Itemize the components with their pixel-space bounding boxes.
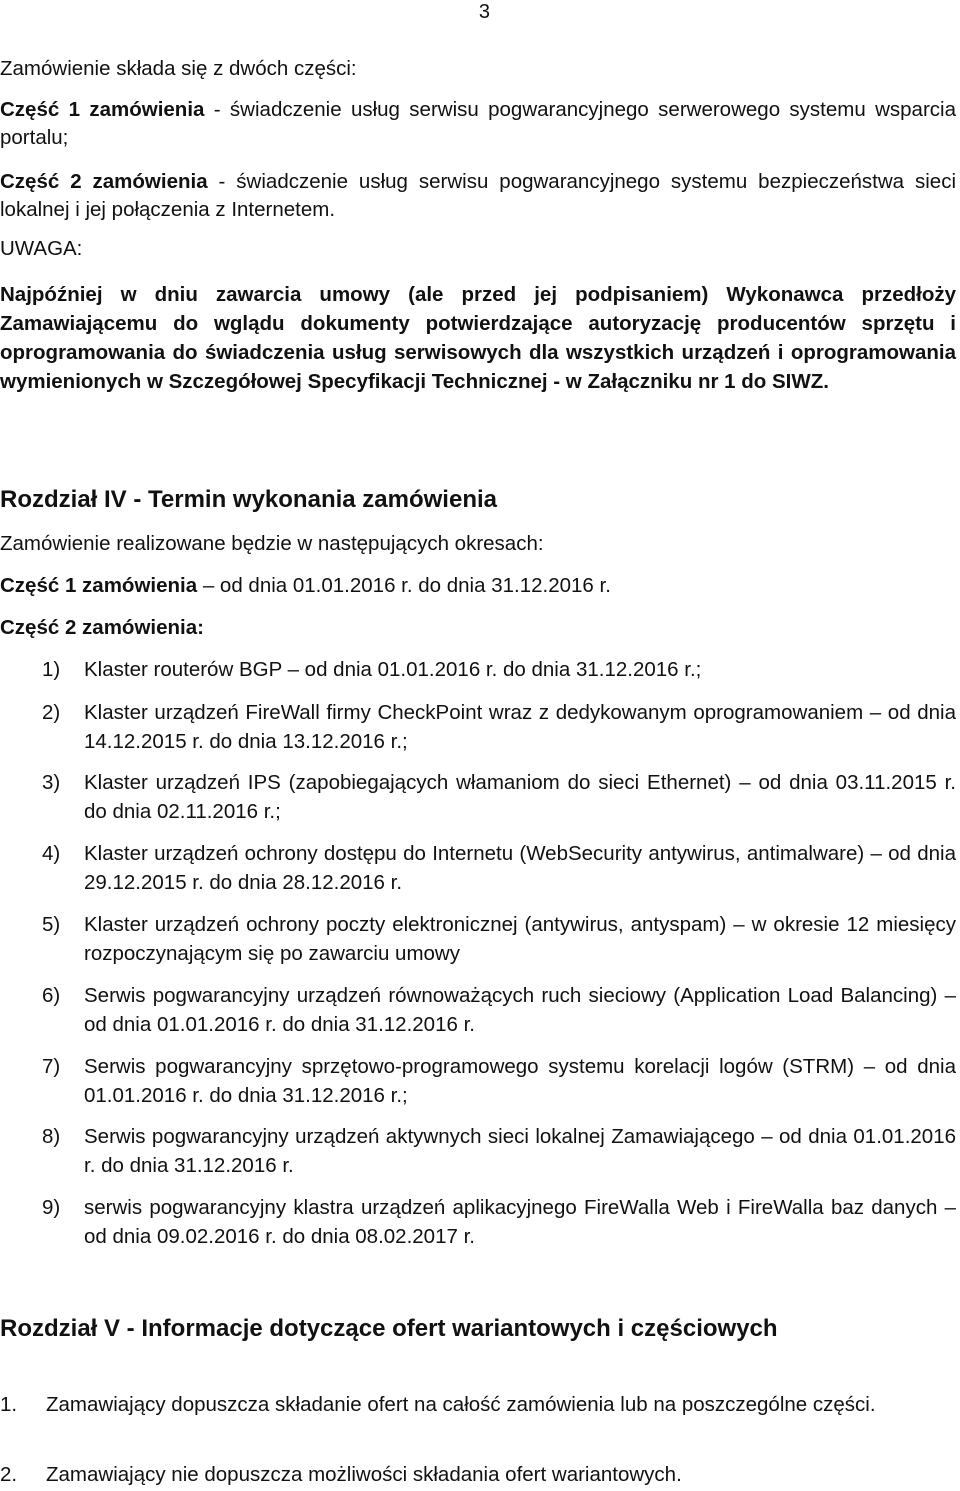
list-item-number: 6)	[42, 984, 61, 1007]
list-item-number: 7)	[42, 1055, 61, 1078]
list-item-number: 1.	[0, 1393, 18, 1416]
section4-part2-label: Część 2 zamówienia:	[0, 616, 204, 639]
intro-part1-text: - świadczenie usług serwisu pogwarancyjnego serwerowego systemu wsparcia portalu;	[0, 98, 956, 149]
list-item-text: Klaster routerów BGP – od dnia 01.01.2016 r. do dnia 31.12.2016 r.;	[84, 658, 702, 681]
list-item-number: 2.	[0, 1463, 18, 1486]
list-item-text: serwis pogwarancyjny klastra urządzeń aplikacyjnego FireWalla Web i FireWalla baz danych – od dnia 09.02.2016 r. do dnia 08.02.2017 r.	[84, 1196, 956, 1248]
section4-heading: Rozdział IV - Termin wykonania zamówienia	[0, 486, 497, 513]
list-item-text: Serwis pogwarancyjny urządzeń aktywnych sieci lokalnej Zamawiającego – od dnia 01.01.2016 r. do dnia 31.12.2016 r.	[84, 1125, 956, 1177]
list-item-text: Klaster urządzeń IPS (zapobiegających włamaniom do sieci Ethernet) – od dnia 03.11.2015 r. do dnia 02.11.2016 r.;	[84, 771, 956, 823]
intro-part2-label: Część 2 zamówienia	[0, 170, 208, 193]
intro-part1-label: Część 1 zamówienia	[0, 98, 205, 121]
section5-heading: Rozdział V - Informacje dotyczące ofert wariantowych i częściowych	[0, 1315, 778, 1342]
list-item-text: Serwis pogwarancyjny urządzeń równoważących ruch sieciowy (Application Load Balancing) – od dnia 01.01.2016 r. do dnia 31.12.2016 r.	[84, 984, 956, 1036]
uwaga-label: UWAGA:	[0, 237, 83, 260]
list-item-number: 3)	[42, 771, 61, 794]
section4-part1-text: – od dnia 01.01.2016 r. do dnia 31.12.2016 r.	[197, 574, 611, 597]
list-item-number: 5)	[42, 913, 61, 936]
list-item-text: Serwis pogwarancyjny sprzętowo-programowego systemu korelacji logów (STRM) – od dnia 01.01.2016 r. do dnia 31.12.2016 r.;	[84, 1055, 956, 1107]
section4-part1-label: Część 1 zamówienia	[0, 574, 198, 597]
list-item-text: Klaster urządzeń ochrony dostępu do Internetu (WebSecurity antywirus, antimalware) – od dnia 29.12.2015 r. do dnia 28.12.2016 r.	[84, 842, 956, 894]
list-item-number: 8)	[42, 1125, 61, 1148]
list-item-text: Zamawiający dopuszcza składanie ofert na całość zamówienia lub na poszczególne części.	[46, 1393, 876, 1416]
list-item-text: Klaster urządzeń FireWall firmy CheckPoint wraz z dedykowanym oprogramowaniem – od dnia 14.12.2015 r. do dnia 13.12.2016 r.;	[84, 701, 956, 753]
page-number: 3	[478, 1, 490, 23]
intro-part2	[0, 168, 956, 224]
intro-part1	[0, 96, 956, 152]
list-item-number: 9)	[42, 1196, 61, 1219]
list-item-text: Zamawiający nie dopuszcza możliwości składania ofert wariantowych.	[46, 1463, 682, 1486]
list-item-number: 2)	[42, 701, 61, 724]
list-item-number: 1)	[42, 658, 61, 681]
intro-line: Zamówienie składa się z dwóch części:	[0, 57, 357, 80]
section4-part1	[0, 572, 956, 600]
section4-intro: Zamówienie realizowane będzie w następujących okresach:	[0, 532, 544, 555]
uwaga-text: Najpóźniej w dniu zawarcia umowy (ale przed jej podpisaniem) Wykonawca przedłoży Zamawiającemu do wglądu dokumenty potwierdzające autoryzację producentów sprzętu i oprogramowania do świadczenia usług serwisowych dla wszystkich urządzeń i oprogramowania wymienionych w Szczegółowej Specyfikacji Technicznej - w Załączniku nr 1 do SIWZ.	[0, 283, 956, 393]
list-item-number: 4)	[42, 842, 61, 865]
intro-part2-text: - świadczenie usług serwisu pogwarancyjnego systemu bezpieczeństwa sieci lokalnej i jej połączenia z Internetem.	[0, 170, 956, 221]
list-item-text: Klaster urządzeń ochrony poczty elektronicznej (antywirus, antyspam) – w okresie 12 miesięcy rozpoczynającym się po zawarciu umowy	[84, 913, 956, 965]
